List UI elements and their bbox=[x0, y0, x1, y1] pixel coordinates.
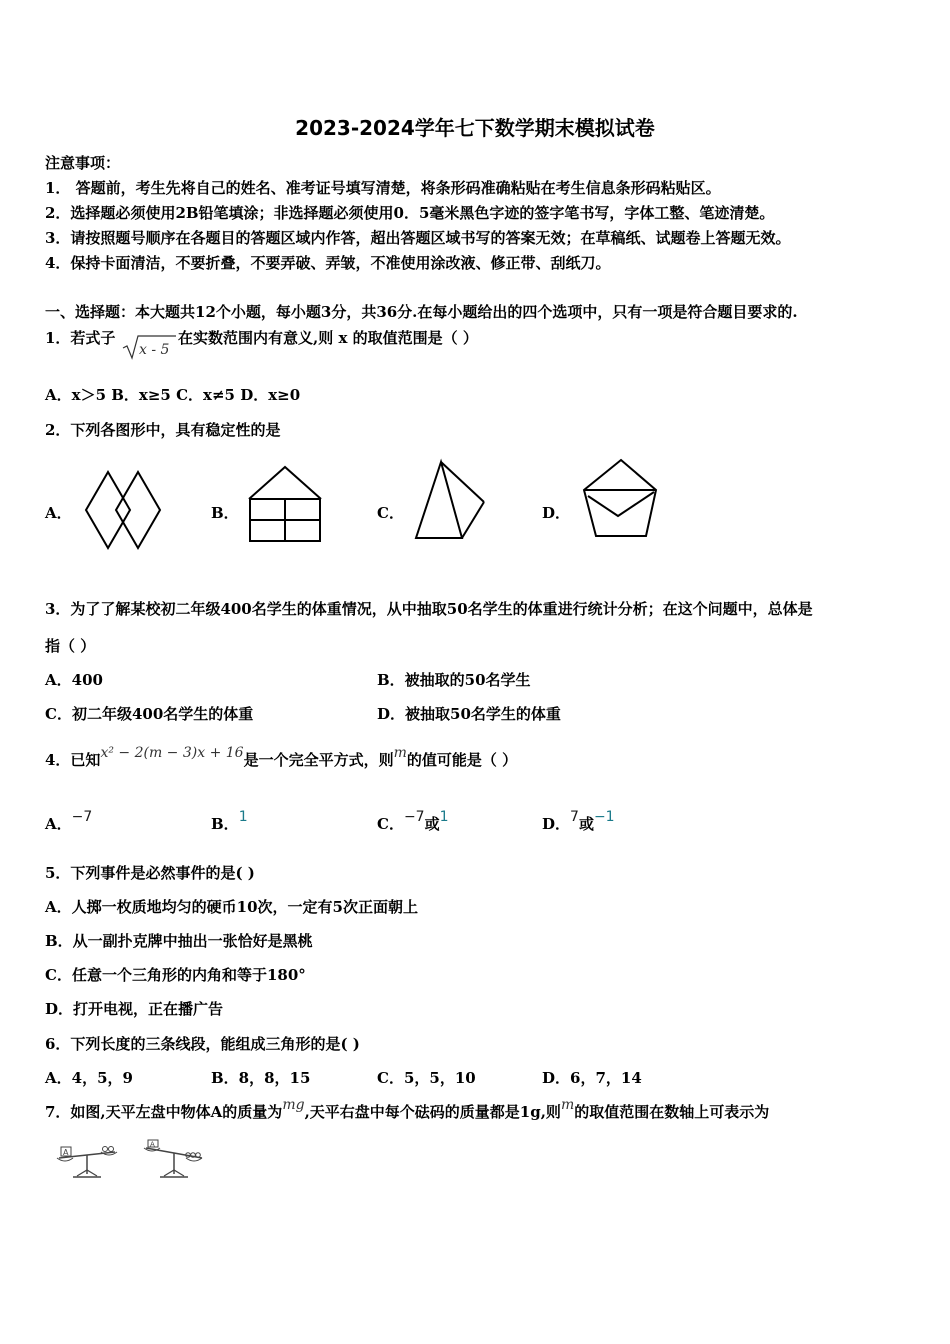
q4-option-a bbox=[45, 809, 93, 835]
q4-stem-pre: 4．已知 bbox=[45, 751, 101, 769]
balance-scale-2-icon bbox=[142, 1140, 207, 1180]
q1-stem-post: 在实数范围内有意义,则 x 的取值范围是（ ） bbox=[178, 329, 478, 347]
q7-stem-pre: 7．如图,天平左盘中物体A的质量为 bbox=[45, 1103, 283, 1121]
notice-item: 2．选择题必须使用2B铅笔填涂；非选择题必须使用0．5毫米黑色字迹的签字笔书写，字体工整、笔迹清楚。 bbox=[45, 204, 775, 222]
q5-option-c: C．任意一个三角形的内角和等于180° bbox=[45, 966, 306, 984]
page-title: 2023-2024学年七下数学期末模拟试卷 bbox=[295, 116, 655, 140]
q4-option-d bbox=[542, 809, 615, 835]
q4-option-b bbox=[211, 809, 248, 835]
q4-option-c-value2: 1 bbox=[439, 809, 449, 825]
q3-option-a: A．400 bbox=[45, 671, 103, 689]
q4-option-d-label: D． bbox=[542, 815, 571, 833]
q7-stem bbox=[45, 1097, 770, 1123]
q7-variable: m bbox=[560, 1097, 575, 1113]
q4-option-b-value: 1 bbox=[238, 809, 248, 825]
q5-option-a: A．人掷一枚质地均匀的硬币10次，一定有5次正面朝上 bbox=[45, 898, 418, 916]
notice-item: 3．请按照题号顺序在各题目的答题区域内作答，超出答题区域书写的答案无效；在草稿纸、试题卷上答题无效。 bbox=[45, 229, 791, 247]
q5-option-b: B．从一副扑克牌中抽出一张恰好是黑桃 bbox=[45, 932, 313, 950]
q4-option-c-or: 或 bbox=[424, 815, 440, 833]
q2-figure-d bbox=[582, 458, 660, 540]
q5-option-d: D．打开电视，正在播广告 bbox=[45, 1000, 224, 1018]
q7-stem-post: 的取值范围在数轴上可表示为 bbox=[574, 1103, 770, 1121]
q4-stem-mid: 是一个完全平方式，则 bbox=[243, 751, 394, 769]
balance-scale-1-label: A bbox=[63, 1148, 69, 1157]
q4-option-d-value2: −1 bbox=[593, 809, 615, 825]
q4-variable: m bbox=[393, 745, 407, 761]
q4-stem bbox=[45, 745, 518, 771]
q6-option-b: B．8，8，15 bbox=[211, 1069, 311, 1087]
q3-stem-line2: 指（ ） bbox=[45, 637, 96, 655]
q4-option-b-label: B． bbox=[211, 815, 239, 833]
balance-scale-2-label: A bbox=[150, 1140, 155, 1149]
q1-stem-pre: 1．若式子 bbox=[45, 329, 116, 347]
q3-option-b: B．被抽取的50名学生 bbox=[377, 671, 531, 689]
notice-item: 4．保持卡面清洁，不要折叠，不要弄破、弄皱，不准使用涂改液、修正带、刮纸刀。 bbox=[45, 254, 611, 272]
notice-heading: 注意事项： bbox=[45, 154, 121, 172]
q1-options: A．x＞5 B．x≥5 C．x≠5 D．x≥0 bbox=[45, 386, 301, 404]
q4-option-d-or: 或 bbox=[578, 815, 594, 833]
q6-option-c: C．5，5，10 bbox=[377, 1069, 476, 1087]
q4-expression: x² − 2(m − 3)x + 16 bbox=[100, 745, 244, 761]
q7-stem-mid: ,天平右盘中每个砝码的质量都是1g,则 bbox=[304, 1103, 561, 1121]
q2-figure-c bbox=[414, 460, 488, 542]
q5-stem: 5．下列事件是必然事件的是( ) bbox=[45, 864, 255, 882]
q4-option-c-value1: −7 bbox=[403, 809, 425, 825]
balance-scale-1-icon bbox=[55, 1142, 120, 1180]
q2-figure-b bbox=[248, 466, 322, 544]
q4-option-d-value1: 7 bbox=[570, 809, 579, 825]
q4-option-c-label: C． bbox=[377, 815, 404, 833]
q2-label-a: A． bbox=[45, 504, 72, 522]
q4-option-a-value: −7 bbox=[71, 809, 93, 825]
q1-expression: x - 5 bbox=[139, 342, 170, 358]
q2-label-b: B． bbox=[211, 504, 239, 522]
q2-label-d: D． bbox=[542, 504, 571, 522]
q6-option-d: D．6，7，14 bbox=[542, 1069, 642, 1087]
q4-option-a-label: A． bbox=[45, 815, 72, 833]
notice-item: 1． 答题前，考生先将自己的姓名、准考证号填写清楚，将条形码准确粘贴在考生信息条形码粘贴区。 bbox=[45, 179, 721, 197]
q6-stem: 6．下列长度的三条线段，能组成三角形的是( ) bbox=[45, 1035, 360, 1053]
q4-stem-post: 的值可能是（ ） bbox=[406, 751, 518, 769]
q3-option-d: D．被抽取50名学生的体重 bbox=[377, 705, 561, 723]
q6-option-a: A．4，5，9 bbox=[45, 1069, 133, 1087]
q3-option-c: C．初二年级400名学生的体重 bbox=[45, 705, 254, 723]
section-heading: 一、选择题：本大题共12个小题，每小题3分，共36分.在每小题给出的四个选项中，只有一项是符合题目要求的. bbox=[45, 303, 798, 321]
q3-stem-line1: 3．为了了解某校初二年级400名学生的体重情况，从中抽取50名学生的体重进行统计分析；在这个问题中，总体是 bbox=[45, 600, 813, 618]
q4-option-c bbox=[377, 809, 449, 835]
q2-figure-a bbox=[84, 470, 162, 550]
q2-stem: 2．下列各图形中，具有稳定性的是 bbox=[45, 421, 281, 439]
q2-label-c: C． bbox=[377, 504, 404, 522]
q7-expression-mass: mg bbox=[282, 1097, 305, 1113]
